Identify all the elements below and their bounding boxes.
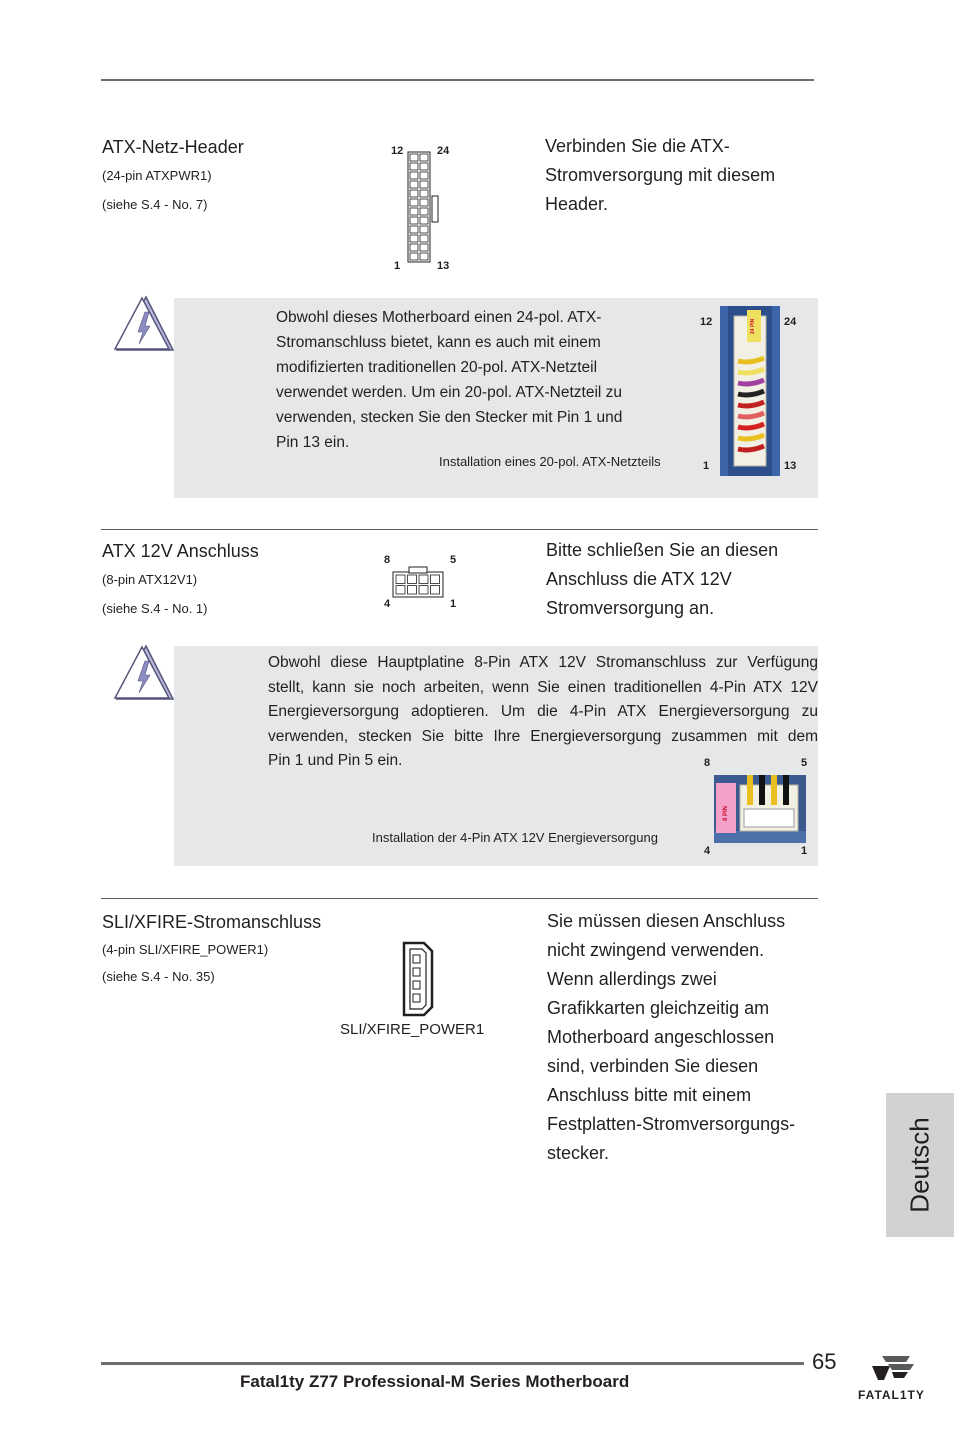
atx24-connector-diagram [385,140,465,275]
note-box-atx12v [174,646,818,866]
photo-pin-8: 8 [704,757,711,769]
desc-line: Sie müssen diesen Anschluss [547,911,786,931]
desc-line: Anschluss bitte mit einem [547,1085,752,1105]
desc-line: Stromversorgung mit diesem [545,165,776,185]
note-line: Obwohl diese Hauptplatine 8-Pin ATX 12V Stromanschluss zur Verfügung [268,654,818,671]
photo-pin-12: 12 [700,316,713,328]
atx-header-pin: (24-pin ATXPWR1) [102,168,212,183]
sli-description [547,907,827,1168]
photo-pin-1: 1 [801,845,808,857]
note-line: Pin 1 und Pin 5 ein. [268,752,403,769]
desc-line: Verbinden Sie die ATX- [545,136,730,156]
fatal1ty-logo-text: FATAL1TY [858,1388,925,1402]
photo-pin-5: 5 [801,757,808,769]
atx24-pin-grid [407,151,443,263]
pin-label-8: 8 [384,554,391,566]
pin-label-13: 13 [437,260,450,272]
desc-line: Wenn allerdings zwei [547,969,717,989]
footer-rule [101,1362,804,1365]
atx12v-pin: (8-pin ATX12V1) [102,572,198,587]
page-number: 65 [812,1349,837,1374]
note-line: modifizierten traditionellen 20-pol. ATX-Netzteil [276,359,598,376]
photo-24pin-text: 24 PIN [750,318,756,334]
fatal1ty-emblem-icon [870,1352,916,1382]
atx12v-connector-diagram [380,552,465,614]
note-line: Stromanschluss bietet, kann es auch mit einem [276,334,601,351]
note-caption: Installation eines 20-pol. ATX-Netzteils [439,454,661,469]
sli-connector-label: SLI/XFIRE_POWER1 [340,1021,485,1038]
sli-title: SLI/XFIRE-Stromanschluss [102,912,322,932]
fatal1ty-logo [852,1352,932,1408]
footer-title: Fatal1ty Z77 Professional-M Series Motherboard [240,1372,630,1391]
language-tab [886,1093,954,1237]
sli-4pin-connector-diagram [402,941,434,1017]
desc-line: nicht zwingend verwenden. [547,940,765,960]
desc-line: Stromversorgung an. [546,598,715,618]
note-text [276,305,676,455]
atx-header-description [545,132,815,219]
desc-line: Motherboard angeschlossen [547,1027,775,1047]
pin-label-1: 1 [394,260,401,272]
photo-pin-24: 24 [784,316,797,328]
photo-pin-4: 4 [704,845,711,857]
atx12v-ref: (siehe S.4 - No. 1) [102,601,208,616]
atx-header-title: ATX-Netz-Header [102,137,244,157]
desc-line: Header. [545,194,609,214]
desc-line: stecker. [547,1143,610,1163]
pin-label-1: 1 [450,598,457,610]
note-line: Pin 13 ein. [276,434,350,451]
pin-label-4: 4 [384,598,391,610]
sli-ref: (siehe S.4 - No. 35) [102,969,215,984]
section-rule [101,898,818,899]
desc-line: Anschluss die ATX 12V [546,569,732,589]
photo-pin-13: 13 [784,460,797,472]
note-line: verwenden, stecken Sie bitte Ihre Energieversorgung zusammen mit dem [268,727,818,745]
desc-line: sind, verbinden Sie diesen [547,1056,759,1076]
atx20-install-photo [720,306,780,476]
note-box-atx24 [174,298,818,498]
desc-line: Grafikkarten gleichzeitig am [547,998,770,1018]
desc-line: Bitte schließen Sie an diesen [546,540,779,560]
photo-pin-1: 1 [703,460,710,472]
pin-label-5: 5 [450,554,457,566]
section-rule [101,529,818,530]
atx12v-description [546,536,816,623]
sli-pin: (4-pin SLI/XFIRE_POWER1) [102,942,269,957]
photo-8pin-text: 8 PIN [723,805,729,821]
note-caption: Installation der 4-Pin ATX 12V Energieversorgung [372,830,658,845]
header-rule [101,79,814,81]
pin-label-24: 24 [437,145,450,157]
note-line: Obwohl dieses Motherboard einen 24-pol. ATX- [276,309,602,326]
language-tab-label: Deutsch [904,1117,935,1213]
note-line: stellt, kann sie noch arbeiten, wenn Sie einen traditionellen 4-Pin ATX 12V [268,678,818,696]
atx12v-pin-grid [392,566,444,598]
warning-icon [112,643,176,703]
atx-header-ref: (siehe S.4 - No. 7) [102,197,208,212]
note-line: Energieversorgung adoptieren. Um die 4-Pin ATX Energieversorgung zu [268,703,818,720]
atx12v-title: ATX 12V Anschluss [102,541,259,561]
note-line: verwenden, stecken Sie den Stecker mit Pin 1 und [276,409,623,426]
note-line: verwendet werden. Um ein 20-pol. ATX-Netzteil zu [276,384,623,401]
pin-label-12: 12 [391,145,404,157]
warning-icon [112,294,176,354]
note-text [268,651,818,774]
desc-line: Festplatten-Stromversorgungs- [547,1114,796,1134]
atx12v-install-photo [714,775,806,843]
